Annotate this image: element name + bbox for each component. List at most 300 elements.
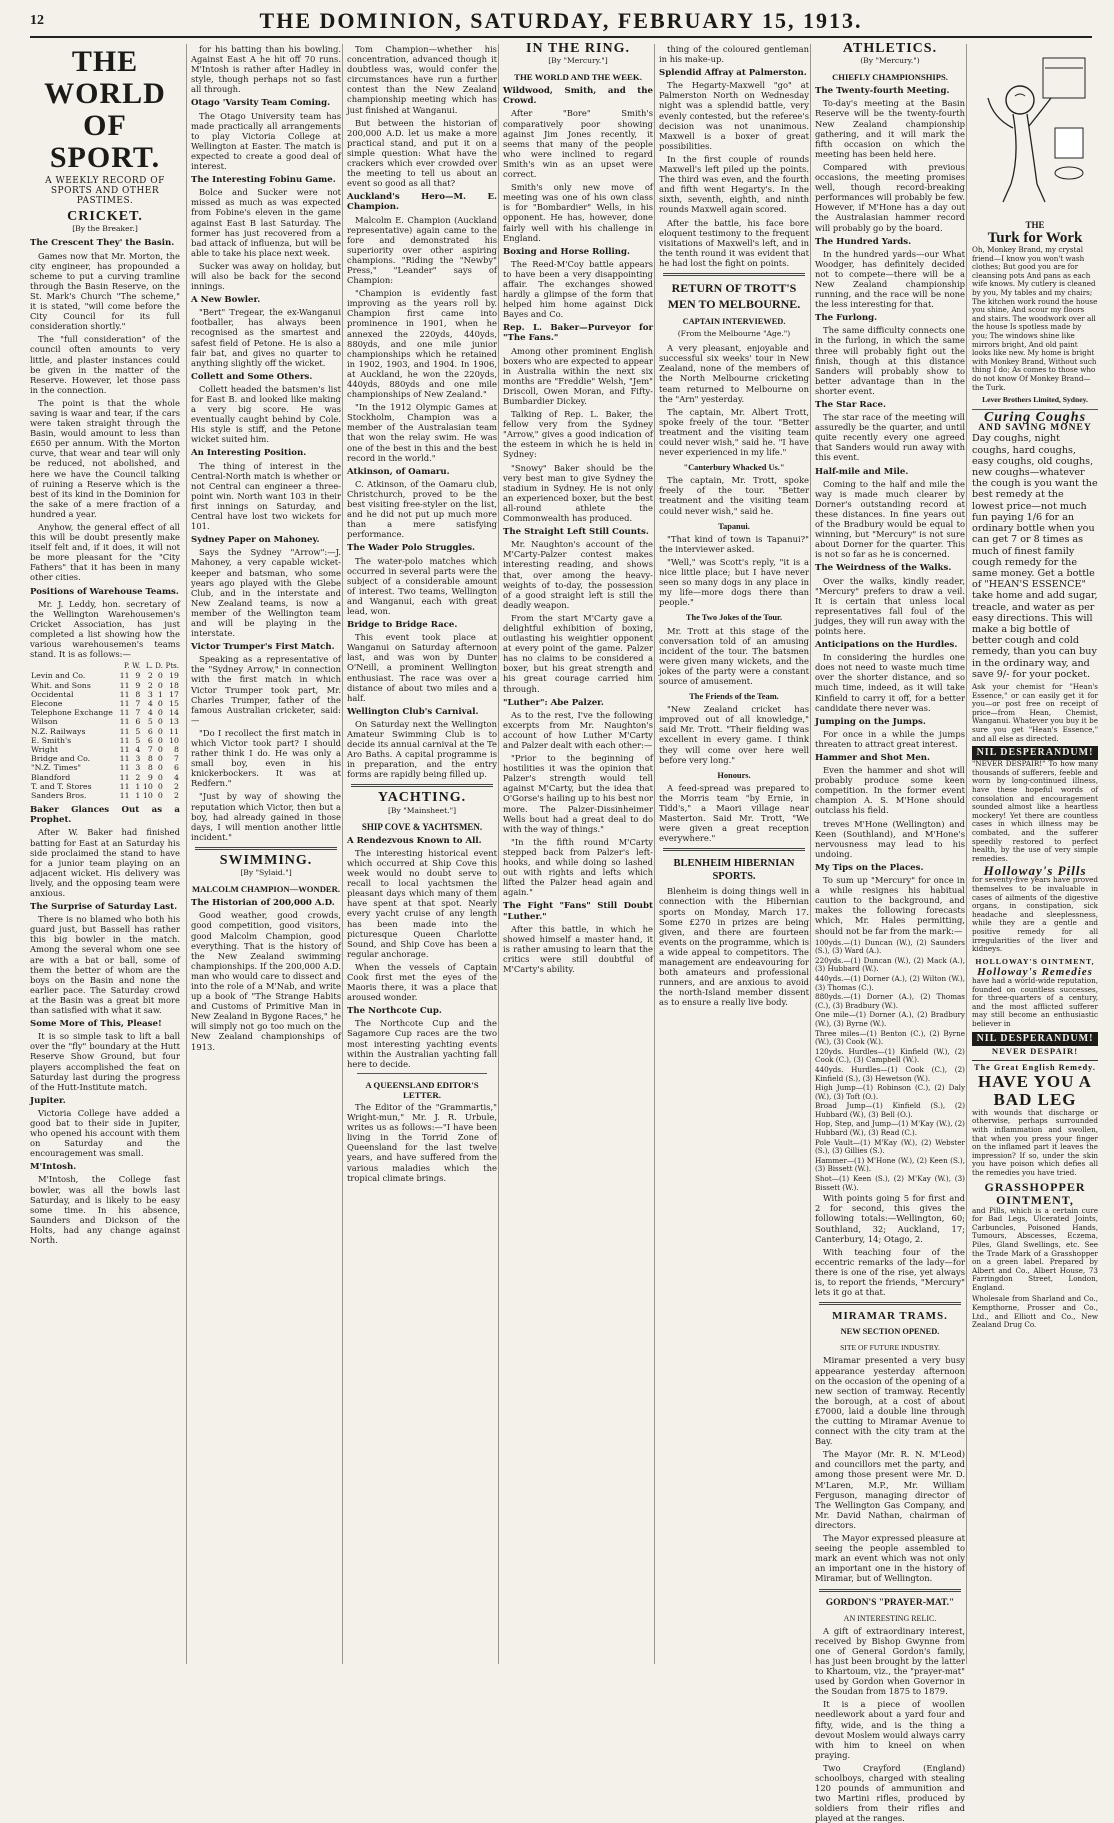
gordon-heading: GORDON'S "PRAYER-MAT." — [825, 1597, 955, 1608]
world-of-sport-title: THE WORLD OF SPORT. — [44, 45, 166, 174]
cricket-paragraph: Games now that Mr. Morton, the city engineer, has propounded a scheme to put a curving tramline through the Basin Reserve, on the St. Mark's Church "The scheme," it is stated, "will come before the City Council for its full consideration shortly." — [30, 250, 180, 332]
ring-paragraph: After this battle, in which he showed himself a master hand, it is rather amusing to learn that the critics were still doubtful of M'Carty's ability. — [503, 923, 653, 974]
table-cell: Telephone Exchange — [31, 708, 113, 718]
cricket-heading: CRICKET. — [67, 209, 143, 225]
swimming-paragraph: On Saturday next the Wellington Amateur Swimming Club is to decide its annual carnival at the Te Aro Baths. A capital programme is in preparation, and the entry forms are rapidly being filled up. — [347, 718, 497, 780]
turk-ad-the: THE — [1025, 220, 1045, 230]
cricket-subhead: A New Bowler. — [191, 295, 261, 306]
cricket-paragraph: "Bert" Tregear, the ex-Wanganui footballer, has always been recognised as the smartest and safest field of Petone. He is also a fair bat, and gives no quarter to anything slightly off the wicket. — [191, 307, 341, 368]
table-row — [30, 717, 180, 726]
cricket-subhead-2: Positions of Warehouse Teams. — [30, 586, 179, 597]
grasshopper-title: GRASSHOPPER OINTMENT, — [984, 1179, 1086, 1207]
great-english-remedy: The Great English Remedy. — [972, 1060, 1098, 1073]
gordon-paragraph: Two Crayford (England) schoolboys, charged with stealing 120 pounds of ammunition and two Martini rifles, produced by soldiers from their rifles and played at the ranges. — [815, 1762, 965, 1823]
tip-item: 440yds. Hurdles—(1) Cook (C.), (2) Kinfield (S.), (3) Hewetson (W.). — [815, 1064, 965, 1083]
turk-ad-poem: Oh, Monkey Brand, my crystal friend—I know you won't wash clothes; But good you are for cleansing pots And pans as each wife knows. My cutlery is cleaned by you, My tables and my chairs; The kitchen work round the house you shine, And scour my floors and stairs. The woodwork over all the house Is spotless made by you; The windows shine like mirrors bright, And old paint looks like new. My home is bright with Monkey Brand, Without such thing I do; As comes to those who do not know Of Monkey Brand—the Turk. — [972, 245, 1098, 392]
table-header: Pts. — [165, 662, 179, 671]
ring-paragraph: In the first couple of rounds Maxwell's left piled up the points. The third was even, and the fourth and fifth went Hegarty's. In the sixth, seventh, eighth, and ninth rounds Maxwell again scored. — [659, 153, 809, 215]
monkey-brand-ad — [972, 48, 1098, 405]
table-cell: 7 — [135, 708, 141, 718]
cricket-subhead: The Interesting Fobinu Game. — [191, 175, 336, 186]
cricket-paragraph: The thing of interest in the Central-North match is whether or not Central can engineer a three-point win. North want 103 in their first innings on Saturday, and Central have lost two wickets for 101. — [191, 460, 341, 532]
table-row — [30, 727, 180, 736]
column-6 — [810, 41, 969, 1823]
table-row — [30, 773, 180, 782]
ring-paragraph: The Hegarty-Maxwell "go" at Palmerston North on Wednesday night was a splendid battle, very evenly contested, but the referee's decision was not unanimous. Maxwell is a boxer of great possibilities. — [659, 80, 809, 151]
table-cell: 11 — [119, 689, 130, 699]
cricket-paragraph: The Otago University team has made practically all arrangements to play Victoria College at Wellington at Easter. The match is expected to create a good deal of interest. — [191, 110, 341, 172]
table-cell: 6 — [174, 763, 179, 773]
table-row — [30, 736, 180, 745]
cricket-paragraph: Anyhow, the general effect of all this will be doubt presently make itself felt and, if it does, it will not be more pleasant for the "City Fathers" that it has been in many other cities. — [30, 522, 180, 583]
cricket-subhead-5: Some More of This, Please! — [30, 1019, 162, 1030]
athletics-paragraph: Over the walks, kindly reader, "Mercury" prefers to draw a veil. It is certain that unless local representatives fall foul of the judges, they will run away with the points here. — [815, 575, 965, 636]
table-cell: 4 — [174, 772, 179, 782]
table-row — [30, 708, 180, 717]
cricket-paragraph: "Just by way of showing the reputation which Victor, then but a boy, had already gained in those days, I will mention another little incident." — [191, 791, 341, 842]
table-row — [30, 745, 180, 754]
trott-subhead: "Canterbury Whacked Us." — [683, 463, 785, 473]
ring-subhead: Wildwood, Smith, and the Crowd. — [503, 86, 653, 107]
trott-subhead: The Friends of the Team. — [689, 692, 779, 702]
table-cell: Bridge and Co. — [31, 754, 91, 764]
tip-item: Broad Jump—(1) Kinfield (S.), (2) Hubbard (W.), (3) Bell (O.). — [815, 1101, 965, 1119]
column-2 — [186, 44, 345, 1664]
swimming-subhead: Bridge to Bridge Race. — [347, 620, 458, 631]
masthead — [30, 6, 1092, 38]
athletics-paragraph: The same difficulty connects one in the furlong, in which the same three will probably fight out the finish, though at this distance Sanders will probably show to better advantage than in the shorter event. — [815, 325, 965, 396]
world-of-sport-subtitle: A WEEKLY RECORD OF SPORTS AND OTHER PASTIMES. — [45, 176, 165, 207]
athletics-subhead: Hammer and Shot Men. — [815, 753, 931, 763]
table-cell: 0 — [157, 717, 163, 727]
advertisement-column — [966, 44, 1098, 1664]
table-row — [30, 763, 180, 772]
yachting-subhead: A Rendezvous Known to All. — [347, 835, 482, 846]
trott-subhead: CAPTAIN INTERVIEWED. — [682, 316, 786, 326]
swimming-paragraph: Malcolm E. Champion (Auckland representative) again came to the fore and demonstrated his superiority over other aspiring champions. "Riding the "Newby" Press," "Leander" says of Champion: — [347, 214, 497, 286]
ring-paragraph: As to the rest, I've the following excerpts from Mr. Naughton's account of how Luther M'Carty and Palzer dealt with each other:— — [503, 709, 653, 750]
athletics-paragraph: With teaching four of the eccentric remarks of the lady—for there is one of the rise, yet always is, to report the friends, "Mercury" lets it go at that. — [815, 1246, 965, 1298]
table-cell: 6 — [147, 735, 153, 745]
table-cell: 0 — [157, 791, 163, 801]
desperandum-banner-2: NIL DESPERANDUM! — [972, 1032, 1098, 1046]
table-cell: 0 — [157, 781, 163, 791]
tip-item: Three miles—(1) Benton (C.), (2) Byrne (W.), (3) Cook (W.). — [815, 1028, 965, 1047]
table-cell: 2 — [174, 781, 179, 791]
cricket-subhead: Victor Trumper's First Match. — [191, 642, 335, 653]
tip-item: 220yds.—(1) Duncan (W.), (2) Mack (A.), (3) Hubbard (W.). — [815, 955, 965, 974]
trott-subhead: Honours. — [717, 770, 751, 780]
athletics-byline: (By "Mercury.") — [860, 56, 920, 66]
athletics-subhead: CHIEFLY CHAMPIONSHIPS. — [832, 72, 948, 83]
ring-paragraph: Among other prominent English boxers who are expected to appear in Australia within the next six months are "Freddie" Welsh, "Jem" Driscoll, Owen Moran, and Fifty-Bumbardier Dickey. — [503, 345, 653, 406]
swimming-paragraph: This event took place at Wanganui on Saturday afternoon last, and was won by Dunter O'Neill, a prominent Wellington enthusiast. The race was over a distance of about two miles and a half. — [347, 632, 497, 703]
cricket-paragraph: Speaking as a representative of the "Sydney Arrow," in connection with the first match in which Victor Trumper took part, Mr. Charles Trumper, father of the famous Australian cricketer, said:— — [191, 654, 341, 725]
trott-paragraph: Mr. Trott at this stage of the conversation told of an amusing incident of the tour. The batsmen were given many wickets, and the jokes of the party were a constant source of amusement. — [659, 625, 809, 686]
table-cell: Occidental — [31, 689, 74, 699]
swimming-paragraph: Good weather, good crowds, good competition, good visitors, good Malcolm Champion, good everything. That is the history of the New Zealand swimming championships. If the 200,000 A.D. man who would care to dissect and into the role of a M'Nab, and write up a book of "The Strange Habits and Customs of Primitive Man in New Zealand in Bygone Races," he will simply not go too much on the New Zealand championships of 1913. — [191, 910, 341, 1052]
table-row — [30, 690, 180, 699]
cricket-paragraph: The "full consideration" of the council often amounts to very little, and plaster instances could be given in the matter of the Reserve. However, let those pass in the connection. — [30, 334, 180, 395]
table-cell: 10 — [169, 735, 179, 745]
cricket-paragraph: It is so simple task to lift a ball over the "fly" boundary at the Hutt Reserve Show Ground, but four players accomplished the feat on Saturday last during the progress of the Hutt-Institute match. — [30, 1031, 180, 1092]
yachting-heading: YACHTING. — [377, 790, 467, 806]
queensland-editor-heading: A QUEENSLAND EDITOR'S LETTER. — [365, 1079, 479, 1100]
swimming-subhead: Wellington Club's Carnival. — [347, 706, 479, 717]
trott-paragraph: "New Zealand cricket has improved out of all knowledge," said Mr. Trott. "Their fielding was excellent in every game. I think they will come over here well before very long." — [659, 704, 809, 765]
swimming-paragraph: But between the historian of 200,000 A.D. let us make a more practical stand, and put it on a simple question: What have the crackers which ever crowded over the meeting to tell us about an event so good as all that? — [347, 117, 497, 189]
table-cell: 15 — [169, 699, 179, 709]
warehouse-teams-table — [30, 662, 180, 800]
table-cell: 2 — [147, 680, 153, 690]
table-cell: 11 — [119, 791, 130, 801]
table-header — [30, 662, 118, 671]
table-cell: 4 — [147, 699, 153, 709]
cricket-subhead-1: The Crescent They' the Basin. — [30, 238, 175, 249]
table-cell: Blandford — [31, 772, 71, 782]
holloway-remedies-title: Holloway's Remedies — [977, 965, 1093, 978]
ring-subhead: THE WORLD AND THE WEEK. — [514, 72, 642, 83]
athletics-paragraph: For once in a while the jumps threaten to attract great interest. — [815, 728, 965, 749]
tip-item: 100yds.—(1) Duncan (W.), (2) Saunders (S.), (3) Ward (A.). — [815, 937, 965, 956]
trott-paragraph: "That kind of town is Tapanui?" the interviewer asked. — [659, 533, 809, 554]
holloway-ointment-label: HOLLOWAY'S OINTMENT, — [975, 956, 1095, 966]
swimming-subhead: Auckland's Hero—M. E. Champion. — [347, 192, 497, 213]
table-cell: 11 — [119, 680, 130, 690]
cricket-paragraph: Says the Sydney "Arrow":—J. Mahoney, a very capable wicket-keeper and batsman, who some years ago played with the Glebe Club, and in the interstate and New Zealand teams, is now a member of the Wellington team and will be playing in the interstate. — [191, 547, 341, 639]
table-cell: 9 — [147, 772, 153, 782]
table-cell: 9 — [135, 671, 141, 681]
trott-subhead: The Two Jokes of the Tour. — [685, 613, 783, 623]
turk-ad-title: Turk for Work — [987, 230, 1083, 247]
table-row — [30, 754, 180, 763]
cricket-subhead-6: Jupiter. — [30, 1095, 66, 1106]
table-cell: 11 — [119, 735, 130, 745]
ring-subhead: Rep. L. Baker—Purveyor for "The Fans." — [503, 323, 653, 344]
monkey-illustration — [972, 48, 1098, 218]
athletics-subhead: Jumping on the Jumps. — [815, 716, 926, 727]
table-cell: 5 — [135, 735, 141, 745]
ring-subhead: The Straight Left Still Counts. — [503, 527, 649, 538]
column-5 — [654, 44, 813, 1664]
table-cell: N.Z. Railways — [31, 726, 86, 736]
table-cell: E. Smith's — [31, 735, 72, 745]
column-4 — [498, 41, 657, 1664]
swimming-byline: [By "Sylaid."] — [240, 868, 292, 878]
gordon-paragraph: A gift of extraordinary interest, received by Bishop Gwynne from one of General Gordon's family, has just been brought by the latter to Khartoum, viz., the "prayer-mat" used by Gordon when Governor in the Soudan from 1875 to 1879. — [815, 1625, 965, 1697]
trott-byline: (From the Melbourne "Age.") — [677, 329, 791, 339]
table-row — [30, 791, 180, 800]
table-cell: Whit. and Sons — [31, 680, 91, 690]
table-cell: Elecone — [31, 699, 63, 709]
table-header: W. — [132, 662, 141, 671]
table-cell: 2 — [147, 671, 153, 681]
cricket-paragraph: Collett headed the batsmen's list for East B. and looked like making a very big score. He was eventually caught behind by Cole. His style is stiff, and the Petone wicket suited him. — [191, 383, 341, 445]
grasshopper-body: and Pills, which is a certain cure for Bad Legs, Ulcerated Joints, Carbuncles, Poisoned Hands, Tumours, Abscesses, Eczema, Piles, Gland Swellings, etc. See the Trade Mark of a Grasshopper on a green label. Prepared by Albert and Co., Albert House, 73 Farringdon Street, London, England. — [972, 1205, 1098, 1292]
table-cell: 7 — [174, 754, 179, 764]
cricket-paragraph: M'Intosh, the College fast bowler, was all the bowls last Saturday, and is likely to be easy some time. In his absence, Saunders and Dickson of the Holts, had any change against North. — [30, 1174, 180, 1246]
ring-paragraph: "Snowy" Baker should be the very best man to give Sydney the stadium in Sydney. He is not only an experienced boxer, but the best all-round athlete the Commonwealth has produced. — [503, 462, 653, 524]
gordon-paragraph: It is a piece of woollen needlework about a yard four and fifty, wide, and is the thing a devout Moslem would always carry with him to kneel on when praying. — [815, 1699, 965, 1760]
ring-paragraph: "In the fifth round M'Carty stepped back from Palzer's left-hooks, and while doing so lashed out with rights and lefts which lifted the Palzer head again and again." — [503, 836, 653, 898]
cricket-paragraph: After W. Baker had finished batting for East at an Saturday his side proclaimed the stand to have for a junior team playing on an adjacent wicket. His delivery was lively, and the opposing team were anxious. — [30, 827, 180, 899]
holloway-pills-title: Holloway's Pills — [983, 863, 1087, 879]
never-despair-label: NEVER DESPAIR! — [991, 1045, 1079, 1056]
trott-paragraph: A very pleasant, enjoyable and successful six weeks' tour in New Zealand, none of the members of the North Melbourne cricketing team returned to Melbourne on the "Arn" yesterday. — [659, 343, 809, 404]
desperandum-banner: NIL DESPERANDUM! — [972, 746, 1098, 760]
table-cell: 10 — [142, 781, 153, 791]
cricket-byline: [By the Breaker.] — [72, 224, 138, 234]
table-row — [30, 681, 180, 690]
tip-item: Shot—(1) Keen (S.), (2) M'Kay (W.), (3) Bissett (W.). — [815, 1174, 965, 1192]
table-cell: 11 — [119, 763, 130, 773]
monkey-icon — [975, 48, 1095, 218]
ring-paragraph: Talking of Rep. L. Baker, the fellow very from the Sydney "Arrow," gives a good indication of the esteem in which he is held in Sydney: — [503, 409, 653, 460]
table-cell: 18 — [169, 680, 179, 690]
tip-item: One mile—(1) Dorner (A.), (2) Bradbury (W.), (3) Byrne (W.). — [815, 1010, 965, 1028]
swimming-paragraph: C. Atkinson, of the Oamaru club, Christchurch, proved to be the best visiting free-styler on the list, and he did not put up much more than a mere satisfying performance. — [347, 478, 497, 540]
table-cell: 11 — [119, 708, 130, 718]
ring-byline: [By "Mercury."] — [548, 56, 608, 66]
athletics-paragraph: In the hundred yards—our What Woodger, has definitely decided not to compete—there will be a New Zealand championship running, and the race will be none the less interesting for that. — [815, 248, 965, 310]
swimming-paragraph: Tom Champion—whether his concentration, advanced though it doubtless was, would confer the circumstances have run a further contest than the New Zealand championship meeting which has just finished at Wanganui. — [347, 44, 497, 115]
athletics-paragraph: treves M'Hone (Wellington) and Keen (Southland), and M'Hone's nervousness may lead to his undoing. — [815, 818, 965, 859]
ring-paragraph: thing of the coloured gentleman in his make-up. — [659, 44, 809, 65]
tip-item: 880yds.—(1) Dorner (A.), (2) Thomas (C.), (3) Bradbury (W.). — [815, 992, 965, 1010]
table-cell: 0 — [157, 699, 163, 709]
athletics-subhead: My Tips on the Places. — [815, 862, 924, 873]
desperandum-body: "NEVER DESPAIR!" To how many thousands of sufferers, feeble and worn by long-continued illness, have these hopeful words of consolation and encouragement sounded almost like a heartless mockery! Yet there are countless cases in which illness may be combated, and the sufferer speedily restored to perfect health, by the use of very simple remedies. — [972, 759, 1098, 863]
yachting-paragraph: When the vessels of Captain Cook first met the eyes of the Maoris there, it was a place that aroused wonder. — [347, 961, 497, 1003]
cricket-subhead-4: The Surprise of Saturday Last. — [30, 902, 178, 913]
table-cell: 5 — [135, 726, 141, 736]
hearne-ad-title: Curing Coughs — [983, 410, 1087, 426]
table-cell: 1 — [135, 791, 141, 801]
table-cell: 0 — [157, 772, 163, 782]
ring-subhead: Splendid Affray at Palmerston. — [659, 68, 807, 79]
athletics-paragraph: Coming to the half and mile the way is made much clearer by Dorner's outstanding record at these distances. In fine years out of the Bradbury would be equal to winning, but "Mercury" is not sure about Dorner for the quarter. This is not so far as he is concerned. — [815, 478, 965, 560]
cricket-subhead: An Interesting Position. — [191, 448, 307, 459]
ring-paragraph: After the battle, his face bore eloquent testimony to the frequent visitations of Maxwell's left, and in the tenth round it was evident that he had lost the fight on points. — [659, 217, 809, 268]
ring-paragraph: From the start M'Carty gave a delightful exhibition of boxing, outlasting his weightier opponent at every point of the game. Palzer has no claims to be considered a boxer, but his great strength and his great courage carried him through. — [503, 612, 653, 694]
cricket-subhead: Sydney Paper on Mahoney. — [191, 535, 320, 546]
table-cell: 11 — [119, 726, 130, 736]
cricket-subhead-7: M'Intosh. — [30, 1162, 77, 1173]
miramar-subhead: SITE OF FUTURE INDUSTRY. — [840, 1343, 940, 1353]
ring-paragraph: Smith's only new move of meeting was one of his own class is for "Bombardier" Wells, in his opponent. He has, however, done fairly well with his challenge in England. — [503, 182, 653, 243]
yachting-paragraph: The Northcote Cup and the Sagamore Cup races are the two most interesting yachting events within the Australian yachting fall here to decide. — [347, 1018, 497, 1069]
hearne-ad-body: Day coughs, night coughs, hard coughs, easy coughs, old coughs, new coughs—whatever the cough is you want the best remedy at the lowest price—not much fun paying 1/6 for an ordinary bottle when you can get 7 or 8 times as much of finest family cough remedy for the same money. Get a bottle of "HEAN'S ESSENCE" take home and add sugar, treacle, and water as per easy directions. This will make a big bottle of better cough and cold remedy, than you can buy in the ordinary way, and save 9/- for your pocket. — [972, 433, 1098, 680]
table-cell: 14 — [169, 708, 179, 718]
table-cell: 19 — [169, 671, 179, 681]
ring-subhead: "Luther": Abe Palzer. — [503, 697, 604, 708]
trott-headline-2: MEN TO MELBOURNE. — [667, 296, 801, 311]
grasshopper-footer: Wholesale from Sharland and Co., Kempthorne, Prosser and Co., Ltd., and Elliott and Co., New Zealand Drug Co. — [972, 1294, 1098, 1330]
table-cell: 0 — [157, 763, 163, 773]
cricket-subhead: Collett and Some Others. — [191, 371, 313, 382]
table-cell: 13 — [169, 717, 179, 727]
table-header: D. — [155, 662, 163, 671]
blenheim-paragraph: Blenheim is doing things well in connection with the Hibernian sports on Monday, March 17. Some £270 in prizes are being given, and there are fourteen events on the programme, which is a wide appeal to competitors. The management are endeavouring for both amateurs and professional runners, and are anxious to avoid the north-Island member dissent as to ensure a really live body. — [659, 886, 809, 1008]
table-header: L. — [145, 662, 153, 671]
table-cell: Sanders Bros. — [31, 791, 87, 801]
page-number: 12 — [30, 13, 44, 28]
newspaper-masthead-title: THE DOMINION, SATURDAY, FEBRUARY 15, 1913. — [259, 8, 863, 33]
table-header: P. — [124, 662, 130, 671]
table-cell: 3 — [135, 763, 141, 773]
swimming-paragraph: "Champion is evidently fast improving as the years roll by. Champion first came into prominence in 1901, when he annexed the 220yds, 440yds, 880yds, and one mile junior championships which he retained in 1902, 1903, and 1904. In 1906, at Auckland, he won the 220yds, 440yds, 880yds and one mile championships of New Zealand." — [347, 288, 497, 400]
yachting-paragraph: The interesting historical event which occurred at Ship Cove this week would no doubt serve to recall to local yachtsmen the pleasant days which many of them have spent at that spot. Nearly every yacht cruise of any length has been made into the picturesque Queen Charlotte Sound, and Ship Cove has been a regular anchorage. — [347, 847, 497, 959]
cricket-paragraph: There is no blamed who both his guard just, but Bassell has rather this big bowler in the match. Among the several whom one see are with a bat or ball, some of them the better of whom are the boys on the Basin and none the earlier pace. The Saturday crowd at the Basin was a great bit more than satisfied with what it saw. — [30, 914, 180, 1016]
tip-item: 120yds. Hurdles—(1) Kinfield (W.), (2) Cook (C.), (3) Campbell (W.). — [815, 1046, 965, 1065]
table-cell: 7 — [135, 699, 141, 709]
table-cell: 0 — [157, 708, 163, 718]
cricket-paragraph: The point is that the whole saving is waar and tear, if the cars were taken straight through the Basin, would amount to less than £650 per annum. With the Morton curve, that wear and tear will only be reduced, not abolished, and here we have the Council talking of ruining a Reserve which is the best of its kind in the Dominion for the sake of a mere fraction of a hundred a year. — [30, 397, 180, 519]
athletics-paragraph: With points going 5 for first and 2 for second, this gives the following totals:—Wellington, 60; Southland, 32; Auckland, 17; Canterbury, 14; Otago, 2. — [815, 1193, 965, 1244]
athletics-paragraph: Even the hammer and shot will probably produce some keen competition. In the former event champion A. S. M'Hone should outclass his field. — [815, 765, 965, 816]
hearne-ad-subtitle: AND SAVING MONEY — [978, 423, 1092, 434]
trott-paragraph: "Well," was Scott's reply, "it is a nice little place; but I have never seen so many dogs in any place in my life—more dogs there than people." — [659, 556, 809, 608]
athletics-subhead: The Hundred Yards. — [815, 236, 912, 247]
table-cell: 8 — [135, 689, 141, 699]
miramar-subhead: NEW SECTION OPENED. — [840, 1327, 940, 1337]
table-cell: 2 — [174, 791, 179, 801]
swimming-subhead: The Historian of 200,000 A.D. — [191, 898, 335, 909]
table-cell: 1 — [157, 689, 163, 699]
athletics-paragraph: To-day's meeting at the Basin Reserve will be the twenty-fourth New Zealand championship gathering, and it will mark the fifth occasion on which the meeting has been held here. — [815, 98, 965, 159]
ring-subhead: Boxing and Horse Rolling. — [503, 246, 631, 257]
holloway-pills-body: for seventy-five years have proved themselves to be invaluable in cases of ailments of the digestive organs, in constipation, sick headache and sleeplessness, while they are a gentle and positive remedy for all irregularities of the liver and kidneys. — [972, 875, 1098, 954]
ring-paragraph: After "Bore" Smith's comparatively poor showing against Jim Jones recently, it seems that many of the people who were inclined to regard Smith's win as an upset were correct. — [503, 108, 653, 180]
table-cell: Levin and Co. — [31, 671, 86, 681]
table-cell: Wilson — [31, 717, 58, 727]
cricket-subhead-3: Baker Glances Out as a Prophet. — [30, 805, 180, 826]
athletics-subhead: The Star Race. — [815, 400, 886, 410]
athletics-subhead: Half-mile and Mile. — [815, 466, 909, 477]
athletics-subhead: The Furlong. — [815, 313, 878, 324]
cricket-paragraph: for his batting than his bowling. Against East A he hit off 70 runs. M'Intosh is rather after Hadley in style, though perhaps not so fast all through. — [191, 44, 341, 95]
table-row — [30, 671, 180, 680]
yachting-subhead: The Northcote Cup. — [347, 1006, 442, 1017]
swimming-subhead: The Wader Polo Struggles. — [347, 543, 476, 554]
athletics-subhead: The Weirdness of the Walks. — [815, 563, 952, 574]
miramar-heading: MIRAMAR TRAMS. — [832, 1310, 948, 1323]
trott-paragraph: A feed-spread was prepared to the Morris team "by Ernie, in Tidd's," a Maori village near Masterton. Said Mr. Trott, "We were given a great reception everywhere." — [659, 782, 809, 844]
table-cell: 8 — [147, 754, 153, 764]
table-row — [30, 699, 180, 708]
swimming-heading: SWIMMING. — [219, 852, 313, 868]
turk-ad-footer: Lever Brothers Limited, Sydney. — [982, 395, 1088, 405]
miramar-paragraph: The Mayor (Mr. R. N. M'Leod) and councillors met the party, and among those present were Mr. D. M'Laren, M.P., Mr. William Ferguson, managing director of The Wellington Gas Company, and Mr. David Nathan, chairman of directors. — [815, 1449, 965, 1530]
trott-paragraph: The captain, Mr. Trott, spoke freely of the tour. "Better treatment and the visiting team could never wish," said he. — [659, 475, 809, 516]
table-cell: 0 — [157, 754, 163, 764]
ring-paragraph: Mr. Naughton's account of the M'Carty-Palzer contest makes interesting reading, and shows that, over among the heavy-weights of to-day, the possession of a good straight left is still the deadly weapon. — [503, 539, 653, 610]
tip-item: 440yds.—(1) Dorner (A.), (2) Wilton (W.), (3) Thomas (C.). — [815, 973, 965, 992]
ring-paragraph: "Prior to the beginning of hostilities it was the opinion that Palzer's strength would tell against M'Carty, but the idea that O'Gorse's hailing up to his best nor more. The Palzer-Dissinheimer Wells bout had a great deal to do with the way of things." — [503, 753, 653, 834]
trott-headline-1: RETURN OF TROTT'S — [671, 280, 797, 295]
miramar-paragraph: Miramar presented a very busy appearance yesterday afternoon on the occasion of the opening of a new section of tramway. Recently the borough, at a cost of about £7000, laid a double line through the cutting to Miramar Avenue to connect with the city tram at the Bay. — [815, 1355, 965, 1447]
trott-subhead: Tapanui. — [718, 521, 750, 531]
athletics-paragraph: Compared with previous occasions, the meeting promises well, though record-breaking performances will probably be few. However, if M'Hone has a day out the Australasian hammer record will probably go by the board. — [815, 161, 965, 233]
table-cell: 3 — [135, 754, 141, 764]
table-cell: 11 — [119, 781, 130, 791]
holloway-remedies-body: have had a world-wide reputation, founded on countless successes, for three-quarters of a century, and the most afflicted sufferer may still become an enthusiastic believer in — [972, 975, 1098, 1028]
swimming-subhead: MALCOLM CHAMPION—WONDER. — [192, 884, 340, 895]
cricket-paragraph: Bolce and Sucker were not missed as much as was expected from Fobine's eleven in the game against East B last Saturday. The former has just recovered from a bad attack of influenza, but will be able to take his place next week. — [191, 187, 341, 258]
tip-item: High Jump—(1) Robinson (C.), (2) Daly (W.), (3) Toft (O.). — [815, 1083, 965, 1101]
athletics-subhead: The Twenty-fourth Meeting. — [815, 86, 950, 97]
table-cell: 11 — [119, 754, 130, 764]
table-cell: 0 — [157, 671, 163, 681]
table-cell: Wright — [31, 745, 59, 755]
yachting-byline: [By "Mainsheet."] — [387, 805, 457, 815]
cricket-paragraph: Mr. J. Leddy, hon. secretary of the Wellington Warehousemen's Cricket Association, has just completed a list showing how the various warehousemen's teams stand. It is as follows:— — [30, 598, 180, 660]
tip-item: Hop, Step, and Jump—(1) M'Kay (W.), (2) Hubbard (W.), (3) Read (C.). — [815, 1119, 965, 1138]
ring-heading: IN THE RING. — [526, 41, 630, 56]
column-1 — [30, 44, 184, 1664]
table-cell: 1 — [135, 781, 141, 791]
table-cell: 0 — [157, 680, 163, 690]
cricket-paragraph: Sucker was away on holiday, but will also be back for the second innings. — [191, 260, 341, 292]
bad-leg-body: with wounds that discharge or otherwise, perhaps surrounded with inflammation and swollen, that when you press your finger on the inflamed part it leaves the impression? If so, under the skin you have poison which defies all the remedies you have tried. — [972, 1107, 1098, 1177]
yachting-paragraph: The Editor of the "Grammartis," Wright-mun," Mr. J. R. Urbule, writes us as follows:—"I have been living in the Torrid Zone of Queensland for the last twelve years, and have suffered from the various maladies which the tropical climate brings. — [347, 1102, 497, 1183]
table-cell: 6 — [147, 726, 153, 736]
table-cell: 9 — [135, 680, 141, 690]
table-cell: 8 — [147, 763, 153, 773]
column-3 — [342, 44, 501, 1664]
table-cell: 11 — [119, 671, 130, 681]
table-cell: 10 — [142, 791, 153, 801]
table-cell: 11 — [169, 726, 179, 736]
swimming-paragraph: "In the 1912 Olympic Games at Stockholm, Champion was a member of the Australasian team that won the relay swim. He was one of the best in this and the best record in the world." — [347, 402, 497, 463]
table-cell: 11 — [119, 699, 130, 709]
athletics-heading: ATHLETICS. — [842, 41, 938, 56]
ring-subhead: The Fight "Fans" Still Doubt "Luther." — [503, 901, 653, 922]
table-cell: 4 — [135, 745, 141, 755]
table-cell: 0 — [157, 726, 163, 736]
tip-item: Pole Vault—(1) M'Kay (W.), (2) Webster (S.), (3) Gillies (S.). — [815, 1137, 965, 1156]
blenheim-heading: BLENHEIM HIBERNIAN SPORTS. — [673, 858, 795, 883]
table-cell: 11 — [119, 772, 130, 782]
athletics-paragraph: In considering the hurdles one does not need to waste much time over the shorter distance, and so much time, indeed, as it will take Kinfield to carry it off, for a better candidate there never was. — [815, 652, 965, 713]
athletics-paragraph: To sum up "Mercury" for once in a while resignes his habitual caution to the background, and makes the following forecasts which, Mr. Hales permitting, should not be far from the mark:— — [815, 875, 965, 936]
miramar-paragraph: The Mayor expressed pleasure at seeing the people assembled to mark an event which was not only an important one in the history of Miramar, but of Wellington. — [815, 1533, 965, 1584]
cricket-paragraph: Victoria College have added a good bat to their side in Jupiter, who opened his account with them on Saturday and the encouragement was small. — [30, 1107, 180, 1159]
table-cell: 3 — [147, 689, 153, 699]
table-cell: 0 — [157, 745, 163, 755]
table-cell: 17 — [169, 689, 179, 699]
swimming-paragraph: The water-polo matches which occurred in several parts were the subject of a considerable amount of interest. Two teams, Wellington and Wanganui, each with great lead, won. — [347, 555, 497, 616]
swimming-subhead: Atkinson, of Oamaru. — [347, 466, 450, 477]
trott-paragraph: The captain, Mr. Albert Trott, spoke freely of the tour. "Better treatment and the visiting team could never wish," said he. "I have never experienced in my life." — [659, 406, 809, 458]
table-cell: 11 — [119, 717, 130, 727]
table-cell: 8 — [174, 745, 179, 755]
ring-paragraph: The Reed-M'Coy battle appears to have been a very disappointing affair. The exchanges showed hardly a glimpse of the form that helped him home against Dick Bayes and Co. — [503, 258, 653, 320]
tip-item: Hammer—(1) M'Hone (W.), (2) Keen (S.), (3) Bissett (W.). — [815, 1155, 965, 1174]
table-cell: 2 — [135, 772, 141, 782]
cricket-subhead: Otago 'Varsity Team Coming. — [191, 98, 331, 109]
yachting-subhead: SHIP COVE & YACHTSMEN. — [361, 821, 483, 832]
table-cell: 11 — [119, 745, 130, 755]
athletics-subhead: Anticipations on the Hurdles. — [815, 640, 958, 651]
table-cell: T. and T. Stores — [31, 781, 92, 791]
athletics-paragraph: The star race of the meeting will assuredly be the quarter, and until quite recently every one agreed that Sanders would run away with this event. — [815, 412, 965, 463]
cricket-paragraph: "Do I recollect the first match in which Victor took part? I should rather think I do. He was only a small boy, even in his knickerbockers. It was at Redfern." — [191, 727, 341, 789]
table-cell: 6 — [135, 717, 141, 727]
hearne-ad-body: Ask your chemist for "Hean's Essence," or can easily get it for you—or post free on receipt of price—from Hean, Chemist, Wanganui. Whatever you buy it be sure you get "Hean's Essence," and all else as directed. — [972, 681, 1098, 743]
table-cell: 4 — [147, 708, 153, 718]
table-row — [30, 782, 180, 791]
